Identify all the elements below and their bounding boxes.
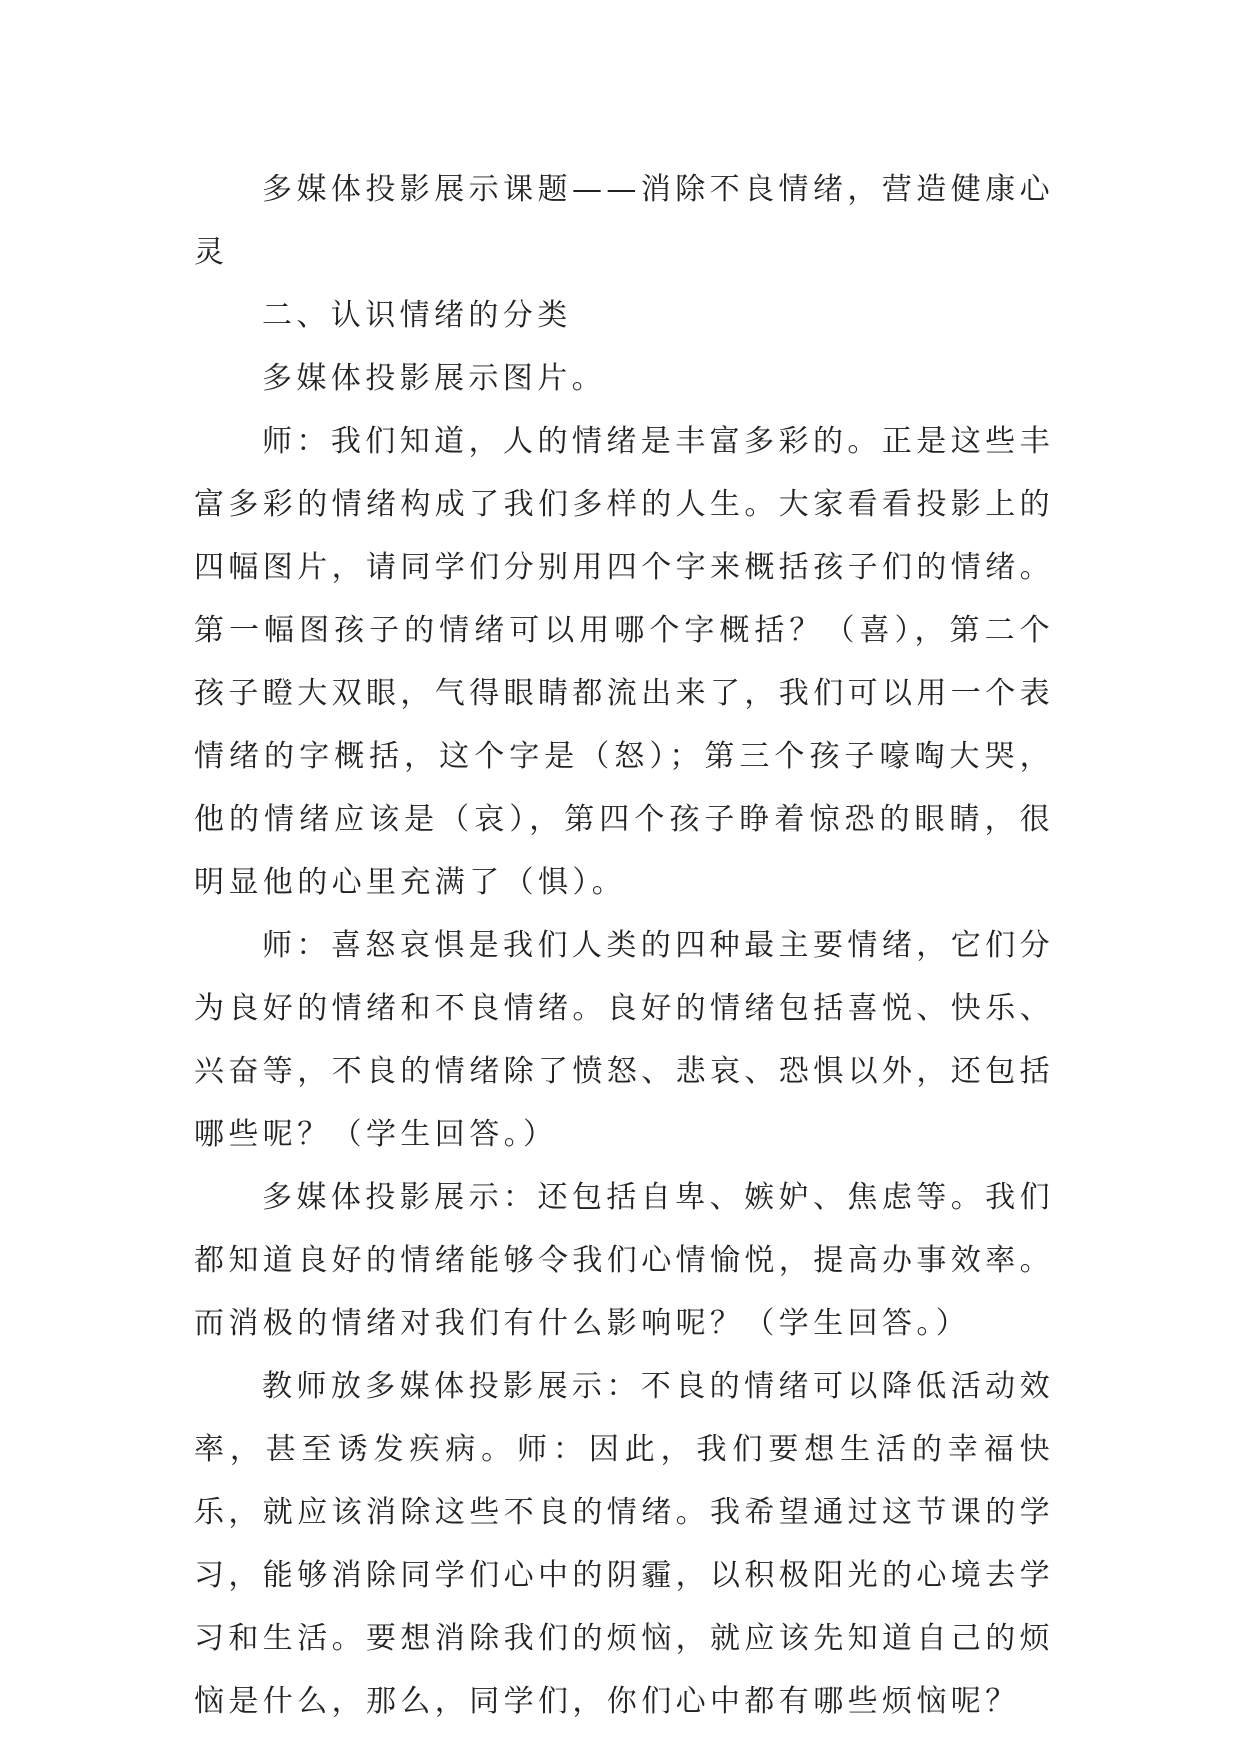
paragraph-emotion-types: 师：喜怒哀惧是我们人类的四种最主要情绪，它们分为良好的情绪和不良情绪。良好的情绪包括喜悦、快乐、兴奋等，不良的情绪除了愤怒、悲哀、恐惧以外，还包括哪些呢？（学生回答。）: [194, 928, 1054, 1152]
paragraph-teacher-intro: 师：我们知道，人的情绪是丰富多彩的。正是这些丰富多彩的情绪构成了我们多样的人生。大家看看投影上的四幅图片，请同学们分别用四个字来概括孩子们的情绪。第一幅图孩子的情绪可以用哪个字概括？（喜），第二个孩子瞪大双眼，气得眼睛都流出来了，我们可以用一个表情绪的字概括，这个字是（怒）；第三个孩子嚎啕大哭，他的情绪应该是（哀），第四个孩子睁着惊恐的眼睛，很明显他的心里充满了（惧）。: [194, 424, 1054, 900]
paragraph-eliminate-emotions: 教师放多媒体投影展示：不良的情绪可以降低活动效率，甚至诱发疾病。师：因此，我们要想生活的幸福快乐，就应该消除这些不良的情绪。我希望通过这节课的学习，能够消除同学们心中的阴霾，以积极阳光的心境去学习和生活。要想消除我们的烦恼，就应该先知道自己的烦恼是什么，那么，同学们，你们心中都有哪些烦恼呢？: [194, 1369, 1054, 1719]
paragraph-topic: 多媒体投影展示课题——消除不良情绪，营造健康心灵: [194, 172, 1054, 270]
section-heading: 二、认识情绪的分类: [262, 298, 572, 333]
paragraph-show-pictures: 多媒体投影展示图片。: [262, 361, 606, 396]
paragraph-negative-emotions: 多媒体投影展示：还包括自卑、嫉妒、焦虑等。我们都知道良好的情绪能够令我们心情愉悦，提高办事效率。而消极的情绪对我们有什么影响呢？（学生回答。）: [194, 1180, 1054, 1341]
document-body: [194, 158, 1054, 1733]
